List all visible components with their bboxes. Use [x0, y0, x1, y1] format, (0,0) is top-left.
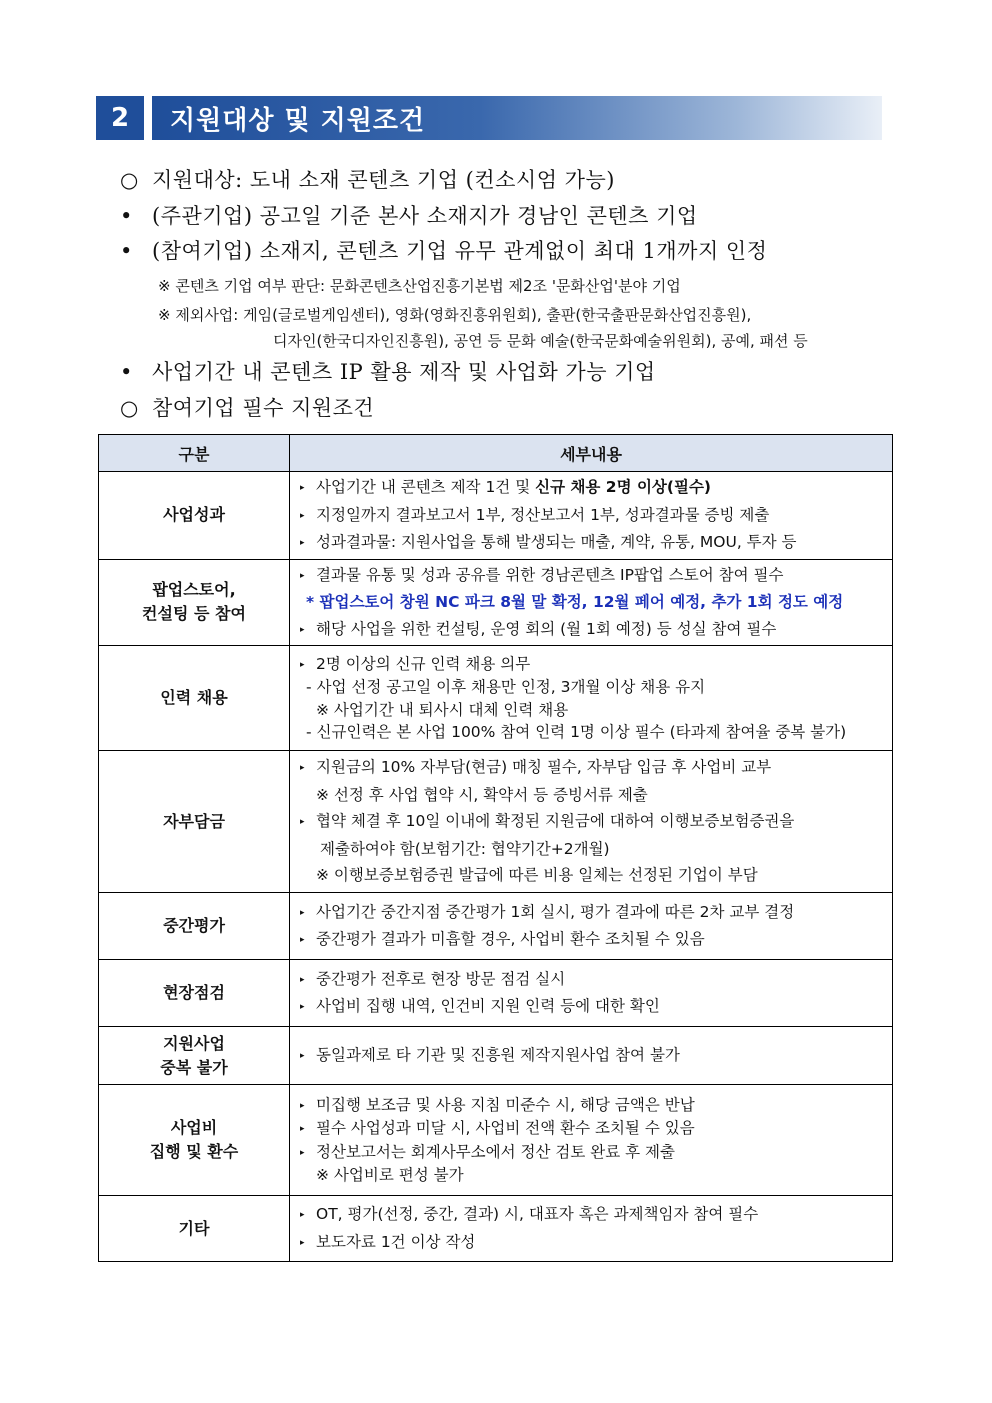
table-row: [99, 1027, 893, 1085]
detail-text: 협약 체결 후 10일 이내에 확정된 지원금에 대하여 이행보증보험증권을: [316, 812, 795, 831]
detail-text: 해당 사업을 위한 컨설팅, 운영 회의 (월 1회 예정) 등 성실 참여 필수: [316, 619, 777, 638]
category-line: 사업성과: [163, 505, 225, 525]
detail-line: [300, 721, 886, 744]
detail-text: 제출하여야 함(보험기간: 협약기간+2개월): [320, 839, 610, 858]
table-row: [99, 472, 893, 560]
row-details: [290, 960, 893, 1027]
detail-line: [300, 899, 886, 927]
detail-line: [300, 966, 886, 994]
triangle-bullet-icon: ▸: [300, 570, 305, 581]
row-category: [99, 1085, 290, 1196]
category-line: 기타: [178, 1218, 210, 1238]
row-category: [99, 960, 290, 1027]
section-header: [96, 96, 882, 140]
triangle-bullet-icon: ▸: [300, 935, 305, 945]
detail-line: [300, 808, 886, 836]
bullet-marker: •: [120, 360, 133, 384]
triangle-bullet-icon: ▸: [300, 483, 305, 493]
triangle-bullet-icon: ▸: [300, 510, 305, 521]
detail-line: [300, 616, 886, 644]
bullet-participant-company: [120, 235, 767, 265]
detail-text: - 사업 선정 공고일 이후 채용만 인정, 3개월 이상 채용 유지: [306, 678, 706, 696]
row-category: [99, 1196, 290, 1262]
row-details: [290, 1085, 893, 1196]
detail-text: OT, 평가(선정, 중간, 결과) 시, 대표자 혹은 과제책임자 참여 필수: [316, 1205, 759, 1223]
detail-line: [300, 836, 886, 863]
detail-line: [300, 862, 886, 889]
bullet-required-conditions: [120, 392, 374, 422]
detail-text: 정산보고서는 회계사무소에서 정산 검토 완료 후 제출: [316, 1142, 675, 1161]
detail-line: [300, 529, 886, 557]
detail-text: 성과결과물: 지원사업을 통해 발생되는 매출, 계약, 유통, MOU, 투자 등: [316, 533, 797, 551]
detail-text: ※ 사업비로 편성 불가: [316, 1166, 464, 1184]
detail-text: 지정일까지 결과보고서 1부, 정산보고서 1부, 성과결과물 증빙 제출: [316, 505, 770, 524]
detail-text: ※ 사업기간 내 퇴사시 대체 인력 채용: [316, 700, 569, 719]
detail-emphasis: 신규 채용 2명 이상(필수): [535, 478, 712, 496]
conditions-table: [98, 434, 893, 1262]
row-category: [99, 472, 290, 560]
detail-text: * 팝업스토어 창원 NC 파크 8월 말 확정, 12월 페어 예정, 추가 1회 정도 예정: [306, 593, 844, 611]
detail-line: [300, 754, 886, 782]
bullet-marker: ○: [120, 168, 139, 192]
detail-text: 사업기간 중간지점 중간평가 1회 실시, 평가 결과에 따른 2차 교부 결정: [316, 902, 795, 921]
table-row: [99, 960, 893, 1027]
bullet-marker: •: [120, 239, 133, 263]
header-category: 구분: [99, 435, 290, 472]
row-category: [99, 1027, 290, 1085]
row-details: [290, 893, 893, 960]
detail-line: [300, 993, 886, 1021]
table-row: [99, 646, 893, 751]
detail-text: 중간평가 결과가 미흡할 경우, 사업비 환수 조치될 수 있음: [316, 930, 705, 948]
category-line: 중복 불가: [160, 1057, 228, 1077]
bullet-text: 참여기업 필수 지원조건: [152, 396, 375, 420]
table-header-row: [99, 435, 893, 472]
category-line: 지원사업: [163, 1033, 225, 1053]
detail-line: [300, 1201, 886, 1229]
row-details: [290, 472, 893, 560]
row-details: [290, 751, 893, 893]
detail-line: [300, 1117, 886, 1141]
triangle-bullet-icon: ▸: [300, 659, 305, 670]
detail-line: [300, 782, 886, 809]
row-details: [290, 1027, 893, 1085]
section-number: 2: [96, 96, 144, 140]
detail-line: [300, 676, 886, 699]
table-row: [99, 893, 893, 960]
detail-text: ※ 이행보증보험증권 발급에 따른 비용 일체는 선정된 기업이 부담: [316, 866, 758, 885]
detail-line: [300, 699, 886, 722]
detail-line: [300, 502, 886, 530]
category-line: 인력 채용: [160, 688, 228, 707]
triangle-bullet-icon: ▸: [300, 907, 305, 918]
detail-text: 지원금의 10% 자부담(현금) 매칭 필수, 자부담 입금 후 사업비 교부: [316, 758, 772, 777]
detail-text: ※ 선정 후 사업 협약 시, 확약서 등 증빙서류 제출: [316, 785, 648, 804]
bullet-ip-business: [120, 356, 656, 386]
triangle-bullet-icon: ▸: [300, 1100, 305, 1111]
detail-line: [300, 1141, 886, 1165]
category-line: 집행 및 환수: [149, 1142, 239, 1161]
table-row: [99, 1085, 893, 1196]
triangle-bullet-icon: ▸: [300, 1050, 305, 1061]
row-details: [290, 1196, 893, 1262]
detail-line: [300, 474, 886, 502]
note-excluded-1: ※ 제외사업: 게임(글로벌게임센터), 영화(영화진흥위원회), 출판(한국출판문화산업진흥원),: [158, 306, 752, 324]
detail-line: [300, 1164, 886, 1187]
detail-text: 중간평가 전후로 현장 방문 점검 실시: [316, 969, 566, 988]
section-title: 지원대상 및 지원조건: [152, 96, 882, 140]
bullet-target: [120, 164, 615, 194]
category-line: 팝업스토어,: [152, 580, 236, 600]
detail-line: [300, 1229, 886, 1257]
bullet-text: 지원대상: 도내 소재 콘텐츠 기업 (컨소시엄 가능): [152, 168, 615, 192]
bullet-text: (참여기업) 소재지, 콘텐츠 기업 유무 관계없이 최대 1개까지 인정: [152, 239, 768, 263]
triangle-bullet-icon: ▸: [300, 974, 305, 985]
row-category: [99, 893, 290, 960]
table-row: [99, 1196, 893, 1262]
note-excluded-2: 디자인(한국디자인진흥원), 공연 등 문화 예술(한국문화예술위원회), 공예, 패션 등: [273, 332, 808, 350]
triangle-bullet-icon: ▸: [300, 1210, 305, 1220]
triangle-bullet-icon: ▸: [300, 817, 305, 828]
detail-line: [300, 589, 886, 616]
triangle-bullet-icon: ▸: [300, 1002, 305, 1012]
detail-text: 2명 이상의 신규 인력 채용 의무: [316, 654, 531, 673]
triangle-bullet-icon: ▸: [300, 538, 305, 548]
triangle-bullet-icon: ▸: [300, 1237, 305, 1248]
triangle-bullet-icon: ▸: [300, 1147, 305, 1158]
detail-line: [300, 926, 886, 954]
table-row: [99, 559, 893, 646]
table-row: [99, 751, 893, 893]
category-line: 컨설팅 등 참여: [142, 604, 246, 624]
detail-text: 결과물 유통 및 성과 공유를 위한 경남콘텐츠 IP팝업 스토어 참여 필수: [316, 565, 784, 584]
detail-line: [300, 1094, 886, 1118]
bullet-lead-company: [120, 200, 698, 230]
category-line: 중간평가: [163, 916, 225, 935]
category-line: 현장점검: [163, 983, 225, 1002]
bullet-marker: ○: [120, 396, 139, 420]
detail-line: [300, 562, 886, 590]
detail-text: 필수 사업성과 미달 시, 사업비 전액 환수 조치될 수 있음: [316, 1119, 695, 1137]
triangle-bullet-icon: ▸: [300, 763, 305, 774]
bullet-text: 사업기간 내 콘텐츠 IP 활용 제작 및 사업화 가능 기업: [152, 360, 656, 384]
bullet-marker: •: [120, 204, 133, 228]
header-details: 세부내용: [290, 435, 893, 472]
row-details: [290, 559, 893, 646]
triangle-bullet-icon: ▸: [300, 1124, 305, 1134]
note-content-company: ※ 콘텐츠 기업 여부 판단: 문화콘텐츠산업진흥기본법 제2조 '문화산업'분야 기업: [158, 277, 681, 295]
category-line: 사업비: [170, 1118, 218, 1137]
detail-text: 동일과제로 타 기관 및 진흥원 제작지원사업 참여 불가: [316, 1045, 680, 1064]
detail-text: - 신규인력은 본 사업 100% 참여 인력 1명 이상 필수 (타과제 참여율 중복 불가): [306, 723, 847, 741]
detail-text: 미집행 보조금 및 사용 지침 미준수 시, 해당 금액은 반납: [316, 1095, 695, 1114]
bullet-text: (주관기업) 공고일 기준 본사 소재지가 경남인 콘텐츠 기업: [152, 204, 698, 228]
detail-line: [300, 1042, 886, 1070]
detail-text: 보도자료 1건 이상 작성: [316, 1232, 476, 1251]
category-line: 자부담금: [163, 811, 225, 831]
detail-line: [300, 653, 886, 677]
detail-text: 사업비 집행 내역, 인건비 지원 인력 등에 대한 확인: [316, 997, 660, 1015]
row-details: [290, 646, 893, 751]
detail-text: 사업기간 내 콘텐츠 제작 1건 및: [316, 478, 536, 496]
triangle-bullet-icon: ▸: [300, 624, 305, 635]
row-category: [99, 559, 290, 646]
row-category: [99, 646, 290, 751]
row-category: [99, 751, 290, 893]
